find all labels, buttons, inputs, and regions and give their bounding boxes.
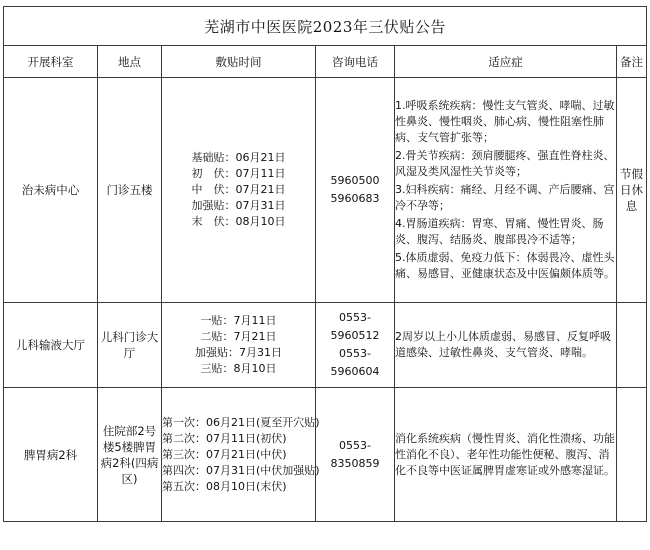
header-dept: 开展科室 xyxy=(4,46,98,78)
notes-cell: 节假日休息 xyxy=(617,78,647,303)
indication-item: 3.妇科疾病：痛经、月经不调、产后腰痛、宫冷不孕等； xyxy=(395,183,615,212)
time-entry: 加强贴：7月31日 xyxy=(195,346,282,359)
phone-number: 0553-5960604 xyxy=(330,347,380,378)
phone-cell xyxy=(316,303,395,388)
phone-number: 0553-8350859 xyxy=(330,438,380,470)
time-entry: 初 伏：07月11日 xyxy=(191,167,286,180)
header-time: 敷贴时间 xyxy=(162,46,316,78)
table-row xyxy=(4,388,647,522)
time-entry: 末 伏：08月10日 xyxy=(191,215,286,228)
indication-item: 消化系统疾病（慢性胃炎、消化性溃疡、功能性消化不良）、老年性功能性便秘、腹泻、消化不良等中医证属脾胃虚寒证或外感寒湿证。 xyxy=(395,431,615,477)
indication-item: 4.胃肠道疾病：胃寒、胃痛、慢性胃炎、肠炎、腹泻、结肠炎、腹部畏冷不适等； xyxy=(395,217,604,246)
time-cell xyxy=(162,78,316,303)
header-row xyxy=(4,46,647,78)
indications-cell xyxy=(395,303,617,388)
table-row xyxy=(4,303,647,388)
notes-cell xyxy=(617,388,647,522)
time-entry: 第一次：06月21日(夏至开穴贴) xyxy=(162,415,320,429)
header-indications: 适应症 xyxy=(395,46,617,78)
header-phone: 咨询电话 xyxy=(316,46,395,78)
time-entry: 三贴：8月10日 xyxy=(200,362,277,375)
header-notes: 备注 xyxy=(617,46,647,78)
indication-item: 2周岁以上小儿体质虚弱、易感冒、反复呼吸道感染、过敏性鼻炎、支气管炎、哮喘。 xyxy=(395,330,611,359)
phone-cell xyxy=(316,388,395,522)
phone-number: 5960500 xyxy=(330,174,380,187)
location-cell: 门诊五楼 xyxy=(98,78,162,303)
header-location: 地点 xyxy=(98,46,162,78)
phone-cell xyxy=(316,78,395,303)
time-entry: 中 伏：07月21日 xyxy=(191,183,286,196)
page-title: 芜湖市中医医院2023年三伏贴公告 xyxy=(4,7,647,46)
indications-cell xyxy=(395,78,617,303)
time-entry: 二贴：7月21日 xyxy=(200,330,277,343)
time-entry: 基础贴：06月21日 xyxy=(191,151,286,164)
dept-cell: 儿科输液大厅 xyxy=(4,303,98,388)
location-cell: 儿科门诊大厅 xyxy=(98,303,162,388)
indication-item: 5.体质虚弱、免疫力低下：体弱畏冷、虚性头痛、易感冒、亚健康状态及中医偏颇体质等。 xyxy=(395,251,615,280)
table-row xyxy=(4,78,647,303)
notes-cell xyxy=(617,303,647,388)
time-entry: 一贴：7月11日 xyxy=(200,314,277,327)
indication-item: 2.骨关节疾病：颈肩腰腿疼、强直性脊柱炎、风湿及类风湿性关节炎等； xyxy=(395,149,615,178)
notice-table xyxy=(3,6,647,522)
time-entry: 加强贴：07月31日 xyxy=(191,199,286,212)
time-entry: 第二次：07月11日(初伏) xyxy=(162,431,287,445)
time-entry: 第五次：08月10日(末伏) xyxy=(162,479,287,493)
location-cell: 住院部2号楼5楼脾胃病2科(四病区) xyxy=(98,388,162,522)
phone-number: 0553-5960512 xyxy=(330,311,380,342)
dept-cell: 治未病中心 xyxy=(4,78,98,303)
indications-cell xyxy=(395,388,617,522)
dept-cell: 脾胃病2科 xyxy=(4,388,98,522)
indication-item: 1.呼吸系统疾病：慢性支气管炎、哮喘、过敏性鼻炎、慢性咽炎、肺心病、慢性阻塞性肺病、支气管扩张等； xyxy=(395,99,615,144)
time-entry: 第三次：07月21日(中伏) xyxy=(162,447,287,461)
phone-number: 5960683 xyxy=(330,192,380,205)
time-cell xyxy=(162,303,316,388)
time-cell xyxy=(162,388,320,522)
time-entry: 第四次：07月31日(中伏加强贴) xyxy=(162,463,320,477)
